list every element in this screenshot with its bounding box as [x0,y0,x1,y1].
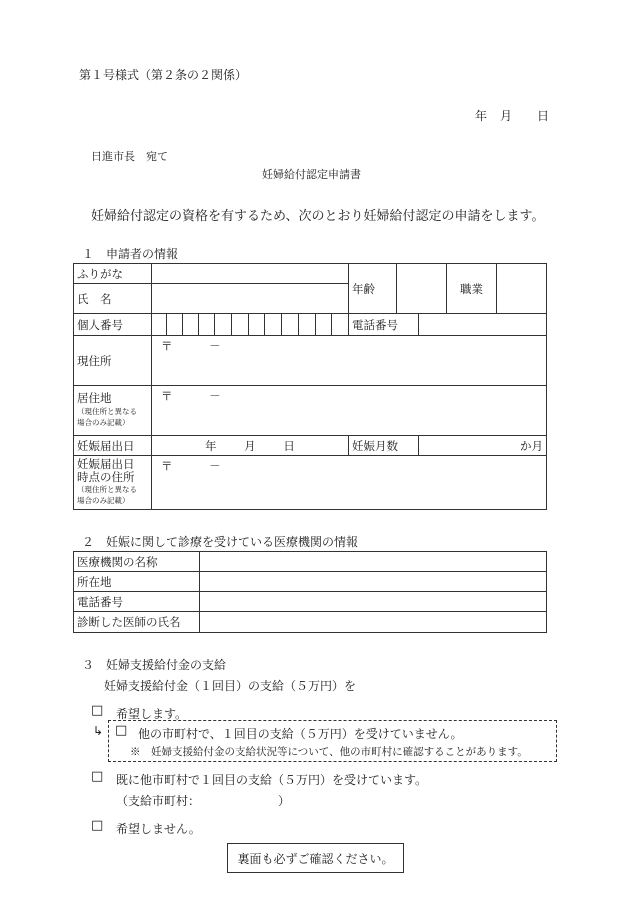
digit-box[interactable] [265,314,282,335]
digit-box[interactable] [215,314,232,335]
institution-address-field[interactable] [200,572,547,592]
doctor-name-label: 診断した医師の氏名 [74,612,200,633]
occupation-field[interactable] [497,264,547,314]
addressee: 日進市長 宛て [91,150,168,163]
section3-heading: ３ 妊婦支援給付金の支給 [82,658,227,672]
address-at-report-field[interactable] [152,456,547,510]
digit-box[interactable] [152,314,167,335]
digit-box[interactable] [167,314,183,335]
personal-number-label: 個人番号 [74,314,152,336]
doctor-name-field[interactable] [200,612,547,633]
digit-box[interactable] [232,314,249,335]
digit-box[interactable] [249,314,266,335]
back-notice-text: 裏面も必ずご確認ください。 [237,851,394,866]
pregnancy-months-label: 妊娠月数 [349,436,419,456]
option2-detail: （支給市町村： ） [116,794,291,808]
address-at-report-label-1: 妊娠届出日 [77,457,135,471]
name-label: 氏 名 [74,284,152,314]
option1-label: 希望します。 [116,707,188,721]
occupation-label: 職業 [447,264,497,314]
section2-heading: ２ 妊娠に関して診療を受けている医療機関の情報 [82,535,359,549]
institution-address-label: 所在地 [74,572,200,592]
form-number: 第１号様式（第２条の２関係） [79,68,248,82]
pregnancy-months-field[interactable] [419,436,547,456]
postal-dash: － [209,339,221,353]
furigana-field[interactable] [152,264,349,284]
sub-option-label: 他の市町村で、１回目の支給（５万円）を受けていません。 [138,727,463,741]
personal-number-field[interactable] [152,314,349,336]
phone-field[interactable] [419,314,547,336]
medical-institution-table [73,551,547,633]
postal-dash: － [209,389,221,403]
pregnancy-date-field[interactable] [152,436,349,456]
postal-dash: － [209,459,221,473]
age-field[interactable] [397,264,447,314]
sub-option-note: ※ 妊婦支援給付金の支給状況等について、他の市町村に確認することがあります。 [130,746,528,758]
months-unit: か月 [520,438,543,453]
residence-label-cell [74,386,152,436]
postal-mark: 〒 [161,339,173,353]
residence-label: 居住地 [77,391,112,405]
intro-text: 妊婦給付認定の資格を有するため、次のとおり妊婦給付認定の申請をします。 [91,209,545,224]
residence-note-2: 場合のみ記載） [77,418,130,427]
option2-label: 既に他市町村で１回目の支給（５万円）を受けています。 [116,773,428,787]
back-notice-box [227,843,404,873]
residence-note-1: （現住所と異なる [77,407,137,416]
institution-name-label: 医療機関の名称 [74,552,200,572]
address-note-2: 場合のみ記載） [77,496,130,505]
date-month-label: 月 [500,109,513,123]
furigana-label: ふりがな [74,264,152,284]
name-field[interactable] [152,284,349,314]
address-note-1: （現住所と異なる [77,485,137,494]
date-year-label: 年 [475,109,488,123]
phone-label: 電話番号 [349,314,419,336]
digit-box[interactable] [183,314,200,335]
sub-arrow-icon: ↳ [93,724,104,738]
option3-label: 希望しません。 [116,822,201,836]
digit-box[interactable] [316,314,333,335]
option2-checkbox[interactable]: □ [91,769,104,784]
address-at-report-label-2: 時点の住所 [77,470,135,484]
current-address-field[interactable] [152,336,547,386]
institution-phone-field[interactable] [200,592,547,612]
postal-mark: 〒 [161,389,173,403]
age-label: 年齢 [349,264,397,314]
applicant-info-table [73,263,547,510]
day-label: 日 [283,438,295,453]
year-label: 年 [205,438,217,453]
postal-mark: 〒 [161,459,173,473]
digit-box[interactable] [299,314,316,335]
residence-field[interactable] [152,386,547,436]
institution-name-field[interactable] [200,552,547,572]
sub-option-checkbox[interactable]: □ [115,723,128,738]
form-title: 妊婦給付認定申請書 [262,168,361,181]
digit-box[interactable] [199,314,215,335]
digit-box[interactable] [332,314,348,335]
date-day-label: 日 [537,109,550,123]
digit-box[interactable] [282,314,299,335]
section1-heading: １ 申請者の情報 [82,247,179,261]
option3-checkbox[interactable]: □ [91,818,104,833]
section3-subheading: 妊婦支援給付金（１回目）の支給（５万円）を [104,679,357,693]
institution-phone-label: 電話番号 [74,592,200,612]
current-address-label: 現住所 [74,336,152,386]
pregnancy-date-label: 妊娠届出日 [74,436,152,456]
month-label: 月 [244,438,256,453]
option1-checkbox[interactable]: □ [91,703,104,718]
address-at-report-label-cell [74,456,152,510]
